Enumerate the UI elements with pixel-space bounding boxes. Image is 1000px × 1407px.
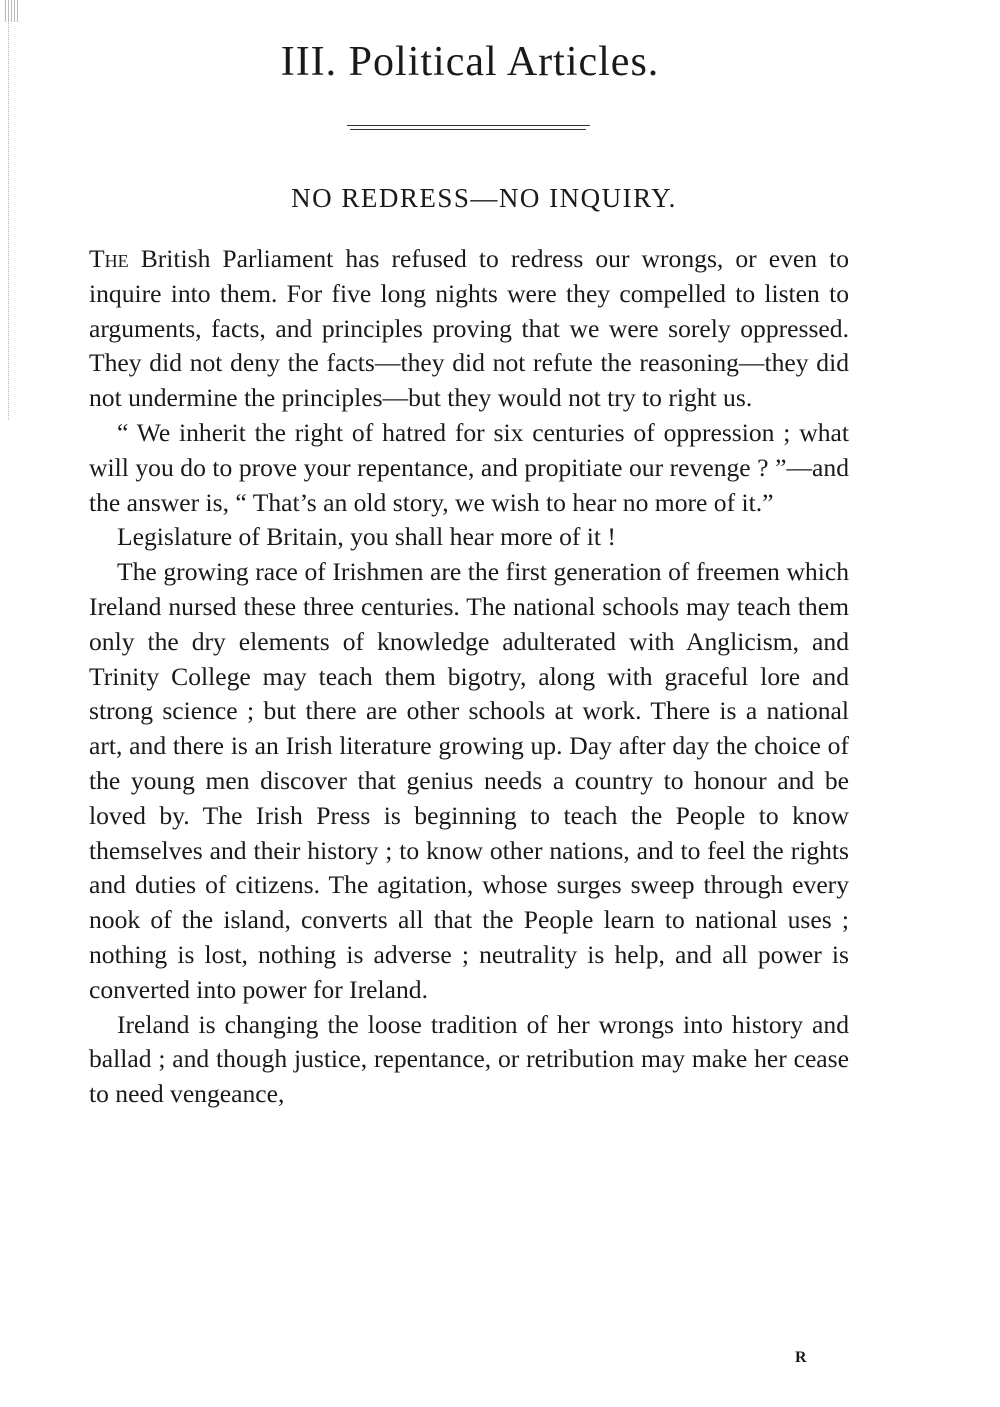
- paragraph-3: Legislature of Britain, you shall hear more of it !: [117, 522, 616, 552]
- signature-mark: R: [795, 1349, 807, 1366]
- section-title: III. Political Articles.: [280, 39, 660, 85]
- paragraph-4: The growing race of Irishmen are the first generation of freemen which Ireland nursed these three centuries. The national schools may teach them only the dry elements of knowledge adulterated with Anglicism, and Trinity College may teach them bigotry, along with graceful lore and strong science ; but there are other schools at work. There is a national art, and there is an Irish literature growing up. Day after day the choice of the young men discover that genius needs a country to honour and be loved by. The Irish Press is beginning to teach the People to know themselves and their history ; to know other nations, and to feel the rights and duties of citizens. The agitation, whose surges sweep through every nook of the island, converts all that the People learn to national uses ; nothing is lost, nothing is adverse ; neutrality is help, and all power is converted into power for Ireland.: [89, 557, 849, 1004]
- article-body: [89, 242, 849, 1112]
- article-title: NO REDRESS—NO INQUIRY.: [291, 183, 677, 213]
- title-rule-bottom: [350, 129, 586, 130]
- paragraph-5: Ireland is changing the loose tradition of her wrongs into history and ballad ; and though justice, repentance, or retribution may make her cease to need vengeance,: [89, 1009, 849, 1109]
- drop-word: The: [89, 244, 129, 273]
- title-rule-top: [347, 125, 590, 126]
- paragraph-2: “ We inherit the right of hatred for six centuries of oppression ; what will you do to prove your repentance, and propitiate our revenge ? ”—and the answer is, “ That’s an old story, we wish to hear no more of it.”: [89, 417, 849, 517]
- paragraph-1: [89, 242, 849, 416]
- paragraph-1-text: British Parliament has refused to redress our wrongs, or even to inquire into them. For five long nights were they compelled to listen to arguments, facts, and principles proving that we were sorely oppressed. They did not deny the facts—they did not refute the reasoning—they did not undermine the principles—but they would not try to right us.: [89, 244, 849, 413]
